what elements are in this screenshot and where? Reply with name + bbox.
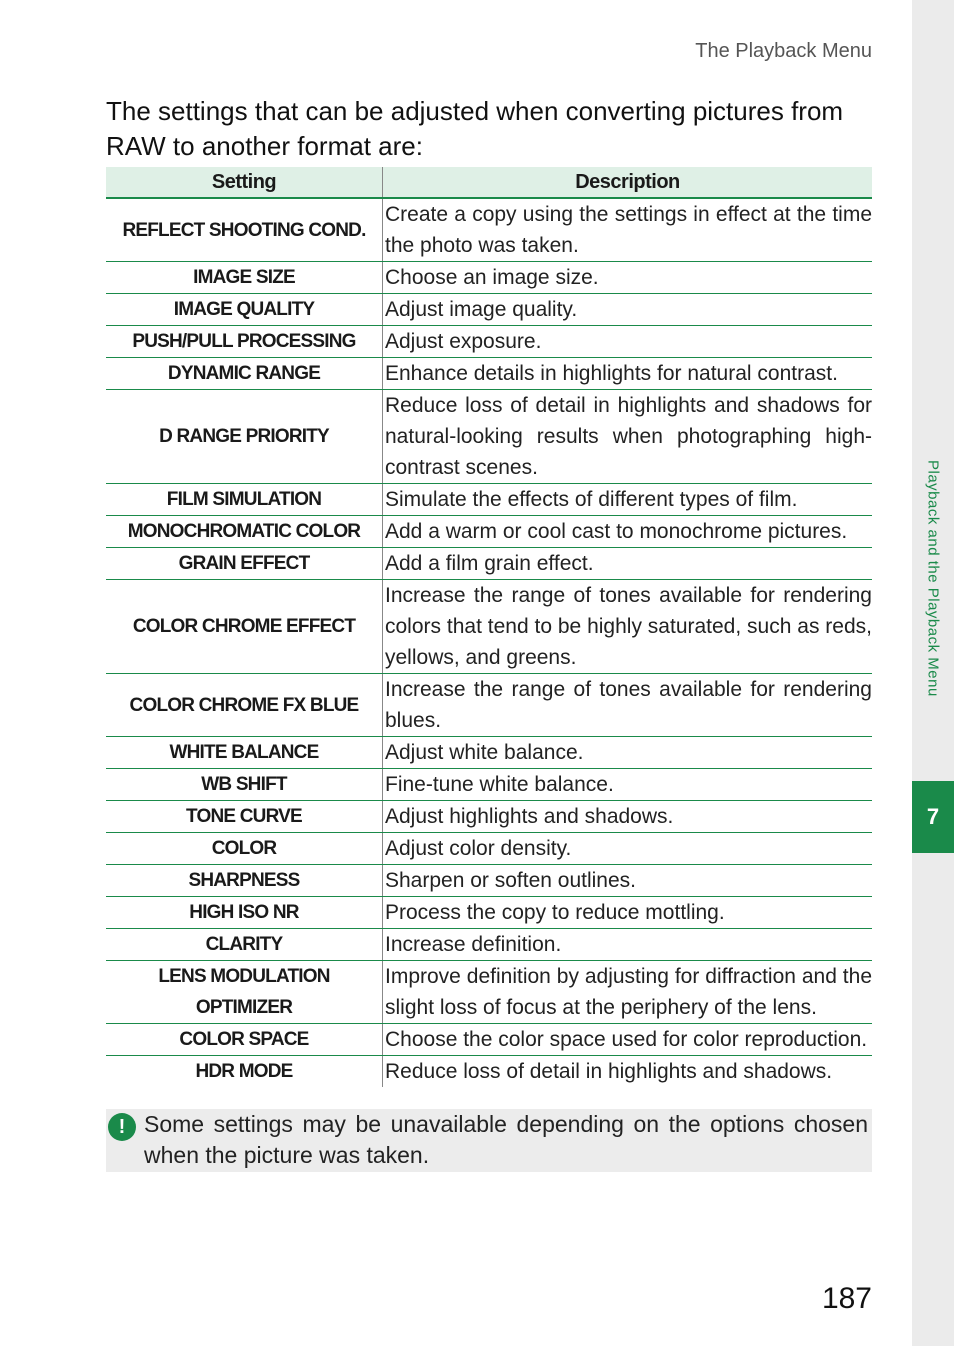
setting-name: COLOR: [106, 833, 383, 865]
intro-paragraph: The settings that can be adjusted when converting pictures from RAW to another format are:: [106, 96, 844, 161]
setting-description: Adjust exposure.: [383, 326, 873, 358]
setting-name: WHITE BALANCE: [106, 737, 383, 769]
setting-description: Sharpen or soften outlines.: [383, 865, 873, 897]
running-header: The Playback Menu: [695, 40, 872, 62]
settings-table: [106, 167, 872, 1087]
table-row: [106, 833, 872, 865]
setting-name: PUSH/PULL PROCESSING: [106, 326, 383, 358]
table-row: [106, 801, 872, 833]
setting-name: GRAIN EFFECT: [106, 548, 383, 580]
setting-name: SHARPNESS: [106, 865, 383, 897]
setting-name: FILM SIMULATION: [106, 484, 383, 516]
setting-name: TONE CURVE: [106, 801, 383, 833]
chapter-number-tab: 7: [912, 781, 954, 853]
table-row: [106, 294, 872, 326]
setting-name: HDR MODE: [106, 1056, 383, 1088]
setting-name: HIGH ISO NR: [106, 897, 383, 929]
setting-name: CLARITY: [106, 929, 383, 961]
caution-note: [106, 1109, 872, 1172]
note-text: Some settings may be unavailable depending on the options chosen when the picture was taken.: [144, 1111, 868, 1168]
page-number: 187: [821, 1282, 872, 1315]
setting-description: Simulate the effects of different types of film.: [383, 484, 873, 516]
setting-description: Adjust color density.: [383, 833, 873, 865]
column-header-description: Description: [383, 167, 873, 198]
table-header-row: [106, 167, 872, 198]
setting-description: Add a warm or cool cast to monochrome pictures.: [383, 516, 873, 548]
setting-name: COLOR CHROME FX BLUE: [106, 674, 383, 737]
setting-description: Increase the range of tones available for rendering colors that tend to be highly saturated, such as reds, yellows, and greens.: [383, 580, 873, 674]
setting-description: Reduce loss of detail in highlights and shadows.: [385, 1060, 833, 1083]
caution-icon: !: [108, 1113, 136, 1141]
column-header-setting: Setting: [106, 167, 383, 198]
setting-description: Adjust image quality.: [383, 294, 873, 326]
table-row: [106, 198, 872, 262]
table-row: [106, 769, 872, 801]
setting-description: Reduce loss of detail in highlights and shadows for natural-looking results when photographing high-contrast scenes.: [383, 390, 873, 484]
table-row: [106, 548, 872, 580]
setting-description: Process the copy to reduce mottling.: [383, 897, 873, 929]
setting-name: D RANGE PRIORITY: [106, 390, 383, 484]
setting-name: DYNAMIC RANGE: [106, 358, 383, 390]
table-row: [106, 929, 872, 961]
table-row: [106, 1056, 872, 1088]
table-row: [106, 1024, 872, 1056]
setting-description: Improve definition by adjusting for diffraction and the slight loss of focus at the periphery of the lens.: [383, 961, 873, 1024]
setting-name: IMAGE QUALITY: [106, 294, 383, 326]
setting-name: IMAGE SIZE: [106, 262, 383, 294]
setting-name: COLOR CHROME EFFECT: [106, 580, 383, 674]
table-row: [106, 737, 872, 769]
setting-description: Enhance details in highlights for natural contrast.: [383, 358, 873, 390]
table-row: [106, 897, 872, 929]
setting-description: Adjust highlights and shadows.: [383, 801, 873, 833]
table-row: [106, 580, 872, 674]
setting-description: Add a film grain effect.: [383, 548, 873, 580]
table-row: [106, 484, 872, 516]
setting-description: Fine-tune white balance.: [383, 769, 873, 801]
table-row: [106, 516, 872, 548]
setting-description: Adjust white balance.: [383, 737, 873, 769]
setting-name: LENS MODULATION OPTIMIZER: [106, 961, 383, 1024]
table-row: [106, 390, 872, 484]
setting-name: WB SHIFT: [106, 769, 383, 801]
setting-name: COLOR SPACE: [106, 1024, 383, 1056]
setting-description: Increase definition.: [383, 929, 873, 961]
setting-name: MONOCHROMATIC COLOR: [106, 516, 383, 548]
table-row: [106, 865, 872, 897]
table-row: [106, 674, 872, 737]
table-row: [106, 961, 872, 1024]
table-row: [106, 326, 872, 358]
setting-description: Choose an image size.: [383, 262, 873, 294]
table-row: [106, 262, 872, 294]
setting-description: Create a copy using the settings in effect at the time the photo was taken.: [383, 198, 873, 262]
setting-name: REFLECT SHOOTING COND.: [106, 198, 383, 262]
setting-description: Increase the range of tones available for rendering blues.: [383, 674, 873, 737]
chapter-title: Playback and the Playback Menu: [924, 460, 942, 697]
table-row: [106, 358, 872, 390]
setting-description: Choose the color space used for color reproduction.: [383, 1024, 873, 1056]
